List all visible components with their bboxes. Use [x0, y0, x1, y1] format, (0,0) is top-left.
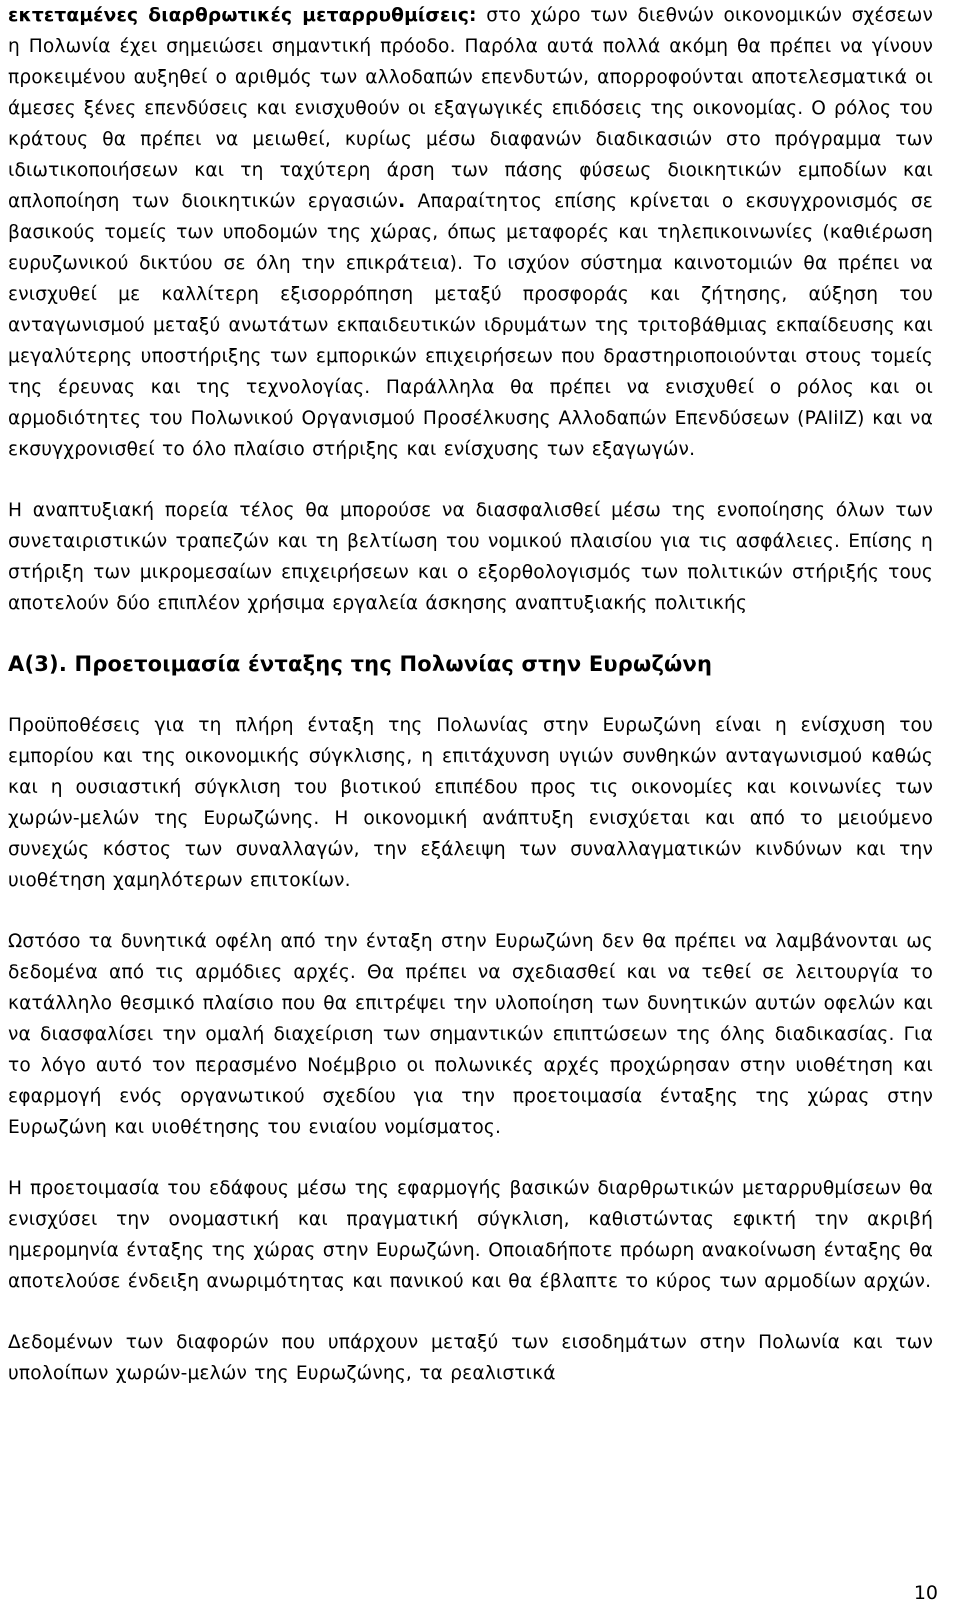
- paragraph-text: στο χώρο των διεθνών οικονομικών σχέσεων η Πολωνία έχει σημειώσει σημαντική πρόοδο. Παρόλα αυτά πολλά ακόμη θα πρέπει να γίνουν προκειμένου αυξηθεί ο αριθμός των αλλοδαπών επενδυτών, απορροφούνται αποτελεσματικά οι άμεσες ξένες επενδύσεις και ενισχυθούν οι εξαγωγικές επιδόσεις της οικονομίας. Ο ρόλος του κράτους θα πρέπει να μειωθεί, κυρίως μέσω διαφανών διαδικασιών στο πρόγραμμα των ιδιωτικοποιήσεων και τη ταχύτερη άρση των πάσης φύσεως διοικητικών εμποδίων και απλοποίηση των διοικητικών εργασιών: [8, 5, 933, 212]
- paragraph-text: Απαραίτητος επίσης κρίνεται ο εκσυγχρονισμός σε βασικούς τομείς των υποδομών της χώρας, όπως μεταφορές και τηλεπικοινωνίες (καθιέρωση ευρυζωνικού δικτύου σε όλη την επικράτεια). Το ισχύον σύστημα καινοτομιών θα πρέπει να ενισχυθεί με καλλίτερη εξισορρόπηση μεταξύ προσφοράς και ζήτησης, αύξηση του ανταγωνισμού μεταξύ ανωτάτων εκπαιδευτικών ιδρυμάτων της τριτοβάθμιας εκπαίδευσης και μεγαλύτερης υποστήριξης των εμπορικών επιχειρήσεων που δραστηριοποιούνται στους τομείς της έρευνας και της τεχνολογίας. Παράλληλα θα πρέπει να ενισχυθεί ο ρόλος και οι αρμοδιότητες του Πολωνικού Οργανισμού Προσέλκυσης Αλλοδαπών Επενδύσεων (PAIiIZ) και να εκσυγχρονισθεί το όλο πλαίσιο στήριξης και ενίσχυσης των εξαγωγών.: [8, 191, 933, 460]
- paragraph-potential-benefits: Ωστόσο τα δυνητικά οφέλη από την ένταξη στην Ευρωζώνη δεν θα πρέπει να λαμβάνονται ως δεδομένα από τις αρμόδιες αρχές. Θα πρέπει να σχεδιασθεί και να τεθεί σε λειτουργία το κατάλληλο θεσμικό πλαίσιο που θα επιτρέψει την υλοποίηση των δυνητικών αυτών οφελών και να διασφαλίσει την ομαλή διαχείριση των σημαντικών επιπτώσεων της όλης διαδικασίας. Για το λόγο αυτό τον περασμένο Νοέμβριο οι πολωνικές αρχές προχώρησαν στην υιοθέτηση και εφαρμογή ενός οργανωτικού σχεδίου για την προετοιμασία ένταξης της χώρας στην Ευρωζώνη και υιοθέτησης του ενιαίου νομίσματος.: [8, 931, 933, 1138]
- paragraph-spacer: [8, 619, 933, 649]
- paragraph-spacer: [8, 1297, 933, 1327]
- bold-period: .: [398, 191, 406, 212]
- paragraph-spacer: [8, 465, 933, 495]
- paragraph-development-path: Η αναπτυξιακή πορεία τέλος θα μπορούσε να διασφαλισθεί μέσω της ενοποίησης όλων των συνεταιριστικών τραπεζών και τη βελτίωση του νομικού πλαισίου για τις ασφάλειες. Επίσης η στήριξη των μικρομεσαίων επιχειρήσεων και ο εξορθολογισμός των πολιτικών στήριξής τους αποτελούν δύο επιπλέον χρήσιμα εργαλεία άσκησης αναπτυξιακής πολιτικής: [8, 500, 933, 614]
- paragraph-lead-bold: εκτεταμένες διαρθρωτικές μεταρρυθμίσεις:: [8, 5, 477, 26]
- paragraph-structural-reforms: [8, 0, 933, 465]
- paragraph-spacer: [8, 1143, 933, 1173]
- paragraph-spacer: [8, 896, 933, 926]
- paragraph-income-differences: Δεδομένων των διαφορών που υπάρχουν μεταξύ των εισοδημάτων στην Πολωνία και των υπολοίπων χωρών-μελών της Ευρωζώνης, τα ρεαλιστικά: [8, 1332, 933, 1384]
- paragraph-spacer: [8, 680, 933, 710]
- paragraph-preparation: Η προετοιμασία του εδάφους μέσω της εφαρμογής βασικών διαρθρωτικών μεταρρυθμίσεων θα ενισχύσει την ονομαστική και πραγματική σύγκλιση, καθιστώντας εφικτή την ακριβή ημερομηνία ένταξης της χώρας στην Ευρωζώνη. Οποιαδήποτε πρόωρη ανακοίνωση ένταξης θα αποτελούσε ένδειξη ανωριμότητας και πανικού και θα έβλαπτε το κύρος των αρμοδίων αρχών.: [8, 1178, 933, 1292]
- section-heading: Α(3). Προετοιμασία ένταξης της Πολωνίας στην Ευρωζώνη: [8, 652, 713, 676]
- page-number: 10: [913, 1582, 938, 1604]
- paragraph-prerequisites: Προϋποθέσεις για τη πλήρη ένταξη της Πολωνίας στην Ευρωζώνη είναι η ενίσχυση του εμπορίου και της οικονομικής σύγκλισης, η επιτάχυνση υγιών συνθηκών ανταγωνισμού καθώς και η ουσιαστική σύγκλιση του βιοτικού επιπέδου προς τις οικονομίες και κοινωνίες των χωρών-μελών της Ευρωζώνης. Η οικονομική ανάπτυξη ενισχύεται και από το μειούμενο συνεχώς κόστος των συναλλαγών, την εξάλειψη των συναλλαγματικών κινδύνων και την υιοθέτηση χαμηλότερων επιτοκίων.: [8, 715, 933, 891]
